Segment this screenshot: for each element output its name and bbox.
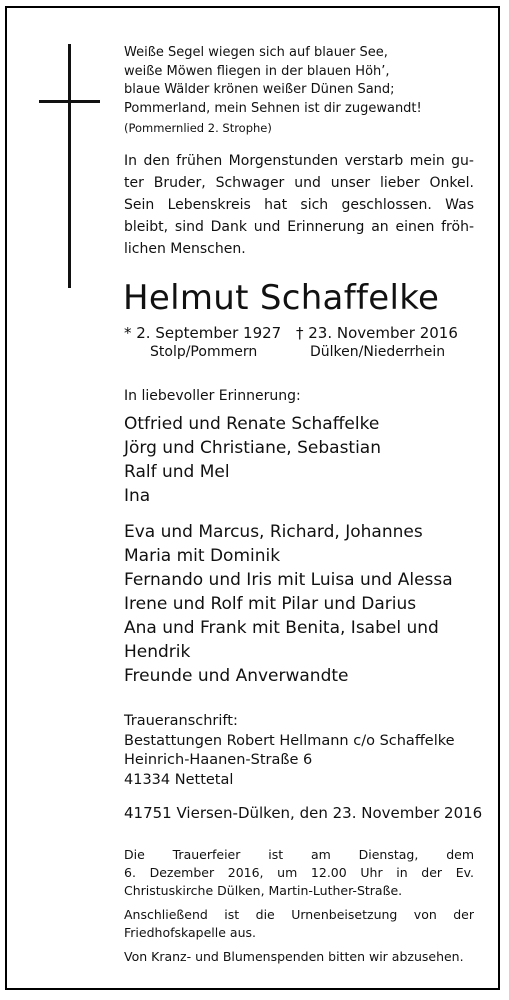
poem: [124, 44, 422, 118]
mourner-line: Ina: [124, 486, 151, 506]
urn-line: Anschließend ist die Urnenbeisetzung von der: [124, 907, 474, 922]
death-place: Dülken/Niederrhein: [310, 344, 446, 360]
address-line: 41334 Nettetal: [124, 771, 234, 788]
birth-date: * 2. September 1927: [124, 324, 282, 342]
poem-line: weiße Möwen fliegen in der blauen Höh’,: [124, 63, 390, 79]
intro-line: ter Bruder, Schwager und unser lieber Onkel.: [124, 175, 474, 191]
obituary-notice: [5, 6, 500, 990]
intro-text: [124, 150, 474, 260]
cross-icon-bar: [39, 100, 100, 103]
intro-line: bleibt, sind Dank und Erinnerung an einen fröh-: [124, 219, 474, 235]
address-line: Traueranschrift:: [124, 713, 238, 729]
ceremony-line: Die Trauerfeier ist am Dienstag, dem: [124, 847, 474, 862]
mourner-line: Maria mit Dominik: [124, 546, 281, 566]
urn-line: Friedhofskapelle aus.: [124, 925, 256, 940]
mourner-line: Ralf und Mel: [124, 462, 230, 482]
memory-intro: In liebevoller Erinnerung:: [124, 388, 301, 404]
mourners-relatives: [124, 520, 453, 688]
mourner-line: Otfried und Renate Schaffelke: [124, 414, 380, 434]
ceremony-line: Christuskirche Dülken, Martin-Luther-Straße.: [124, 883, 403, 898]
place-date: 41751 Viersen-Dülken, den 23. November 2016: [124, 804, 483, 822]
mourner-line: Freunde und Anverwandte: [124, 666, 349, 686]
address-line: Heinrich-Haanen-Straße 6: [124, 752, 313, 768]
ceremony-line: 6. Dezember 2016, um 12.00 Uhr in der Ev.: [124, 865, 474, 880]
mourning-address: [124, 712, 455, 790]
cross-icon: [68, 44, 71, 288]
mourner-line: Fernando und Iris mit Luisa und Alessa: [124, 570, 453, 590]
ceremony-info: [124, 846, 474, 966]
poem-line: Pommerland, mein Sehnen ist dir zugewandt!: [124, 100, 422, 116]
mourner-line: Ana und Frank mit Benita, Isabel und: [124, 618, 439, 638]
intro-line: In den frühen Morgenstunden verstarb mein gu-: [124, 153, 474, 169]
birth-place: Stolp/Pommern: [150, 344, 258, 360]
poem-line: Weiße Segel wiegen sich auf blauer See,: [124, 45, 388, 60]
poem-source: (Pommernlied 2. Strophe): [124, 121, 272, 135]
poem-line: blaue Wälder krönen weißer Dünen Sand;: [124, 82, 395, 97]
address-line: Bestattungen Robert Hellmann c/o Schaffelke: [124, 732, 455, 749]
mourner-line: Jörg und Christiane, Sebastian: [124, 438, 382, 458]
mourner-line: Eva und Marcus, Richard, Johannes: [124, 522, 423, 542]
closing-line: Von Kranz- und Blumenspenden bitten wir abzusehen.: [124, 949, 464, 964]
intro-line: lichen Menschen.: [124, 241, 246, 257]
death-date: † 23. November 2016: [296, 324, 458, 342]
mourner-line: Hendrik: [124, 642, 191, 662]
deceased-name: Helmut Schaffelke: [123, 278, 440, 318]
intro-line: Sein Lebenskreis hat sich geschlossen. Was: [124, 197, 474, 213]
mourner-line: Irene und Rolf mit Pilar und Darius: [124, 594, 417, 614]
mourners-family: [124, 412, 381, 508]
